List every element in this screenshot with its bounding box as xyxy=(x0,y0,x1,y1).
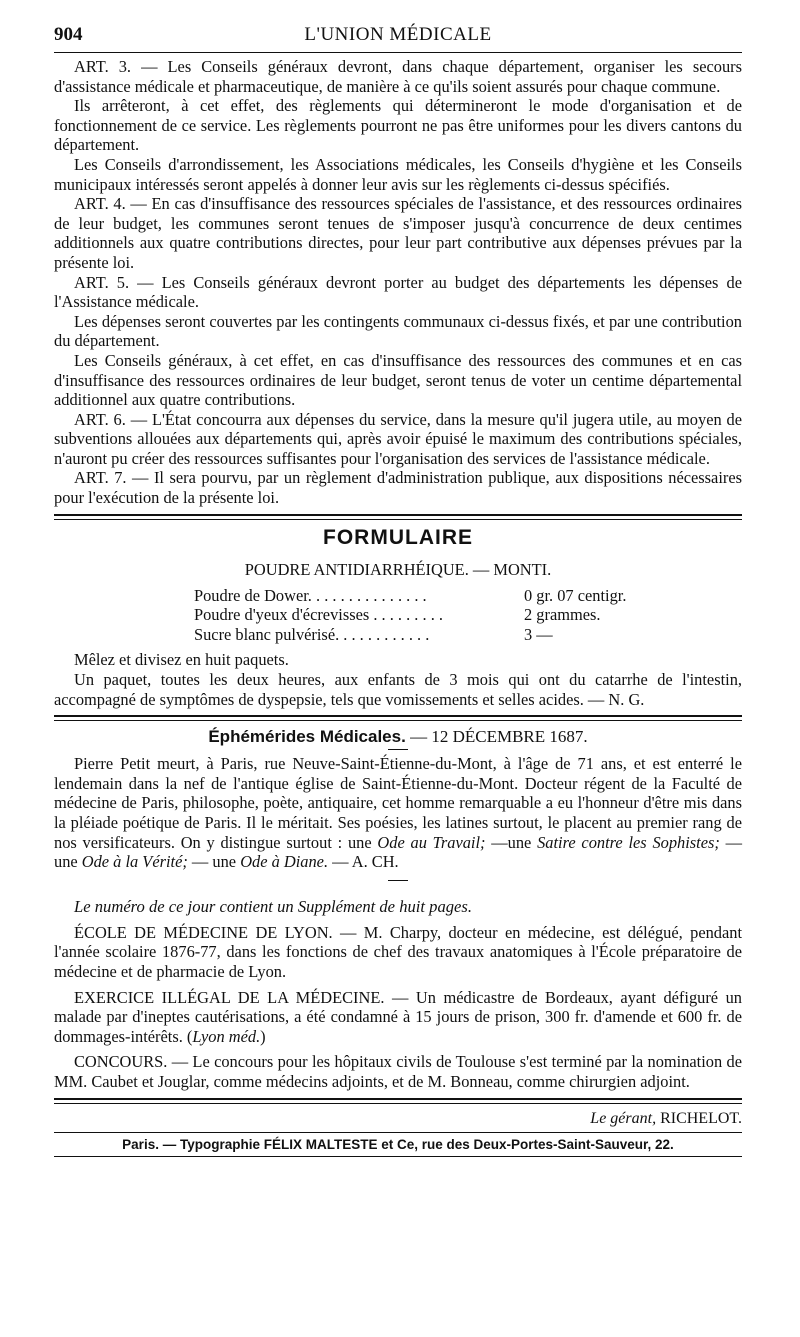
article-label: ART. 7. xyxy=(74,468,127,488)
gerant-signature xyxy=(54,1110,742,1128)
article-text: Les Conseils généraux, à cet effet, en cas d'insuffisance des ressources des communes et en cas d'insuffisance des ressources ordinaires de leur budget, seront tenus de voter un centime départemental additionnel aux quatre contributions. xyxy=(54,350,742,410)
ephemerides-text xyxy=(54,754,742,872)
news-text: — Un médicastre de Bordeaux, ayant défiguré un malade par d'ineptes cautérisations, a été condamné à 15 jours de prison, 300 fr. d'amende et 600 fr. de dommages-intérêts. ( xyxy=(54,987,742,1046)
article-text: — Les Conseils généraux devront porter au budget des départements les dépenses de l'Assistance médicale. xyxy=(54,272,742,312)
header-rule xyxy=(54,52,742,53)
separator: — une xyxy=(187,852,241,872)
ephemerides-heading: Éphémérides Médicales. xyxy=(208,727,406,747)
article-paragraph xyxy=(54,312,742,351)
journal-title: L'UNION MÉDICALE xyxy=(304,24,492,45)
ephemerides-section xyxy=(54,727,742,872)
article-label: ART. 6. xyxy=(74,409,126,429)
article-text: — L'État concourra aux dépenses du service, dans la mesure qu'il jugera utile, au moyen de subventions allouées aux départements qui, après avoir épuisé le maximum des contributions spéciales, n'auront pu créer des ressources suffisantes pour l'organisation des services de l'assistance médicale. xyxy=(54,409,742,468)
ingredient-amount: 2 grammes. xyxy=(524,605,601,625)
recipe-instruction: Un paquet, toutes les deux heures, aux enfants de 3 mois qui ont du catarrhe de l'intestin, accompagné de symptômes de dyspepsie, tels que vomissements et selles acides. — N. G. xyxy=(54,670,742,709)
work-title: Satire contre les Sophistes; xyxy=(537,832,720,852)
printer-imprint: Paris. — Typographie FÉLIX MALTESTE et Ce, rue des Deux-Portes-Saint-Sauveur, 22. xyxy=(122,1136,674,1152)
news-text: — Le concours pour les hôpitaux civils de Toulouse s'est terminé par la nomination de MM. Caubet et Jouglar, comme médecins adjoints, et de M. Bonneau, comme chirurgien adjoint. xyxy=(54,1052,742,1091)
ephemerides-date: — 12 DÉCEMBRE 1687. xyxy=(405,727,588,747)
title-dash xyxy=(388,749,408,750)
news-section xyxy=(54,923,742,1092)
news-label: CONCOURS. xyxy=(74,1052,168,1072)
gerant-name: RICHELOT. xyxy=(656,1109,742,1127)
ingredient-row xyxy=(194,586,742,606)
recipe-ingredients xyxy=(194,586,742,645)
article-label: ART. 4. xyxy=(74,194,126,214)
separator: —une xyxy=(485,832,538,852)
news-text: — M. Charpy, docteur en médecine, est délégué, pendant l'année scolaire 1876-77, dans les fonctions de chef des travaux anatomiques à l'École préparatoire de médecine et de pharmacie de Lyon. xyxy=(54,922,743,981)
formulaire-section xyxy=(54,526,742,710)
recipe-instruction: Mêlez et divisez en huit paquets. xyxy=(74,650,289,670)
ingredient-row xyxy=(194,625,742,645)
article-label: ART. 5. xyxy=(74,272,130,292)
ingredient-amount: 3 — xyxy=(524,624,553,644)
article-paragraph xyxy=(54,96,742,155)
news-item xyxy=(54,988,742,1047)
gerant-label: Le gérant, xyxy=(590,1109,657,1127)
section-divider xyxy=(54,1098,742,1104)
ingredient-amount: 0 gr. 07 centigr. xyxy=(524,585,627,605)
article-text: Les dépenses seront couvertes par les contingents communaux ci-dessus fixés, et par une contribution du département. xyxy=(54,311,742,351)
article-paragraph xyxy=(54,351,742,410)
separator: — une xyxy=(54,832,742,872)
supplement-notice: Le numéro de ce jour contient un Supplément de huit pages. xyxy=(74,896,473,916)
article-paragraph xyxy=(54,57,742,96)
news-source: Lyon méd. xyxy=(192,1026,261,1046)
news-label: ÉCOLE DE MÉDECINE DE LYON. xyxy=(74,922,333,942)
law-articles xyxy=(54,57,742,508)
section-dash xyxy=(388,880,408,881)
ingredient-row xyxy=(194,605,742,625)
article-paragraph xyxy=(54,155,742,194)
page-number: 904 xyxy=(54,24,83,45)
section-divider xyxy=(54,514,742,520)
author-signature: — A. CH. xyxy=(328,852,399,872)
section-title: FORMULAIRE xyxy=(323,525,473,549)
news-item xyxy=(54,1052,742,1091)
article-text: Les Conseils d'arrondissement, les Associations médicales, les Conseils d'hygiène et les Conseils municipaux intéressés seront appelés à donner leur avis sur les règlements ci-dessus spécifiés. xyxy=(54,154,742,194)
article-paragraph xyxy=(54,468,742,507)
article-text: — Il sera pourvu, par un règlement d'administration publique, aux dispositions nécessaires pour l'exécution de la présente loi. xyxy=(54,468,742,508)
ephemerides-body: Pierre Petit meurt, à Paris, rue Neuve-Saint-Étienne-du-Mont, à l'âge de 71 ans, et est enterré le lendemain dans la nef de l'antique église de Saint-Étienne-du-Mont. Docteur régent de la Faculté de médecine de Paris, philosophe, poète, antiquaire, cet homme remarquable a eu l'honneur d'être mis dans la pléiade poétique de Paris. Il le méritait. Ses poésies, les latines surtout, le placent au premier rang de nos versificateurs. On y distingue surtout : une xyxy=(54,754,742,852)
footer-bottom-rule xyxy=(54,1156,742,1157)
page-header xyxy=(54,18,742,48)
article-text: — Les Conseils généraux devront, dans chaque département, organiser les secours d'assistance médicale et pharmaceutique, de manière à ce qu'ils soient assurés pour chaque commune. xyxy=(54,57,742,96)
article-paragraph xyxy=(54,410,742,469)
news-item xyxy=(54,923,742,982)
ingredient-name: Poudre de Dower. . . . . . . . . . . . . . . xyxy=(194,585,427,605)
article-text: — En cas d'insuffisance des ressources spéciales de l'assistance, et des ressources ordinaires de leur budget, les communes seront tenues de s'imposer jusqu'à concurrence de deux centimes additionnels aux quatre contributions directes, pour leur part contributive aux dépenses prévues par la présente loi. xyxy=(54,194,742,272)
news-label: EXERCICE ILLÉGAL DE LA MÉDECINE. xyxy=(74,987,385,1007)
footer-rule xyxy=(54,1132,742,1133)
recipe-title: POUDRE ANTIDIARRHÉIQUE. — MONTI. xyxy=(244,559,552,579)
work-title: Ode à Diane. xyxy=(240,852,329,872)
work-title: Ode à la Vérité; xyxy=(81,852,188,872)
article-label: ART. 3. xyxy=(74,57,132,76)
work-title: Ode au Travail; xyxy=(377,832,486,852)
ingredient-name: Sucre blanc pulvérisé. . . . . . . . . . . . xyxy=(194,624,430,644)
ephemerides-title xyxy=(54,727,742,747)
section-divider xyxy=(54,715,742,721)
ingredient-name: Poudre d'yeux d'écrevisses . . . . . . . . . xyxy=(194,605,443,625)
article-paragraph xyxy=(54,194,742,272)
news-tail: ) xyxy=(260,1026,266,1046)
article-paragraph xyxy=(54,273,742,312)
article-text: Ils arrêteront, à cet effet, des règlements qui détermineront le mode d'organisation et de fonctionnement de ce service. Les règlements pourront ne pas être uniformes pour les divers cantons du département. xyxy=(54,96,742,155)
